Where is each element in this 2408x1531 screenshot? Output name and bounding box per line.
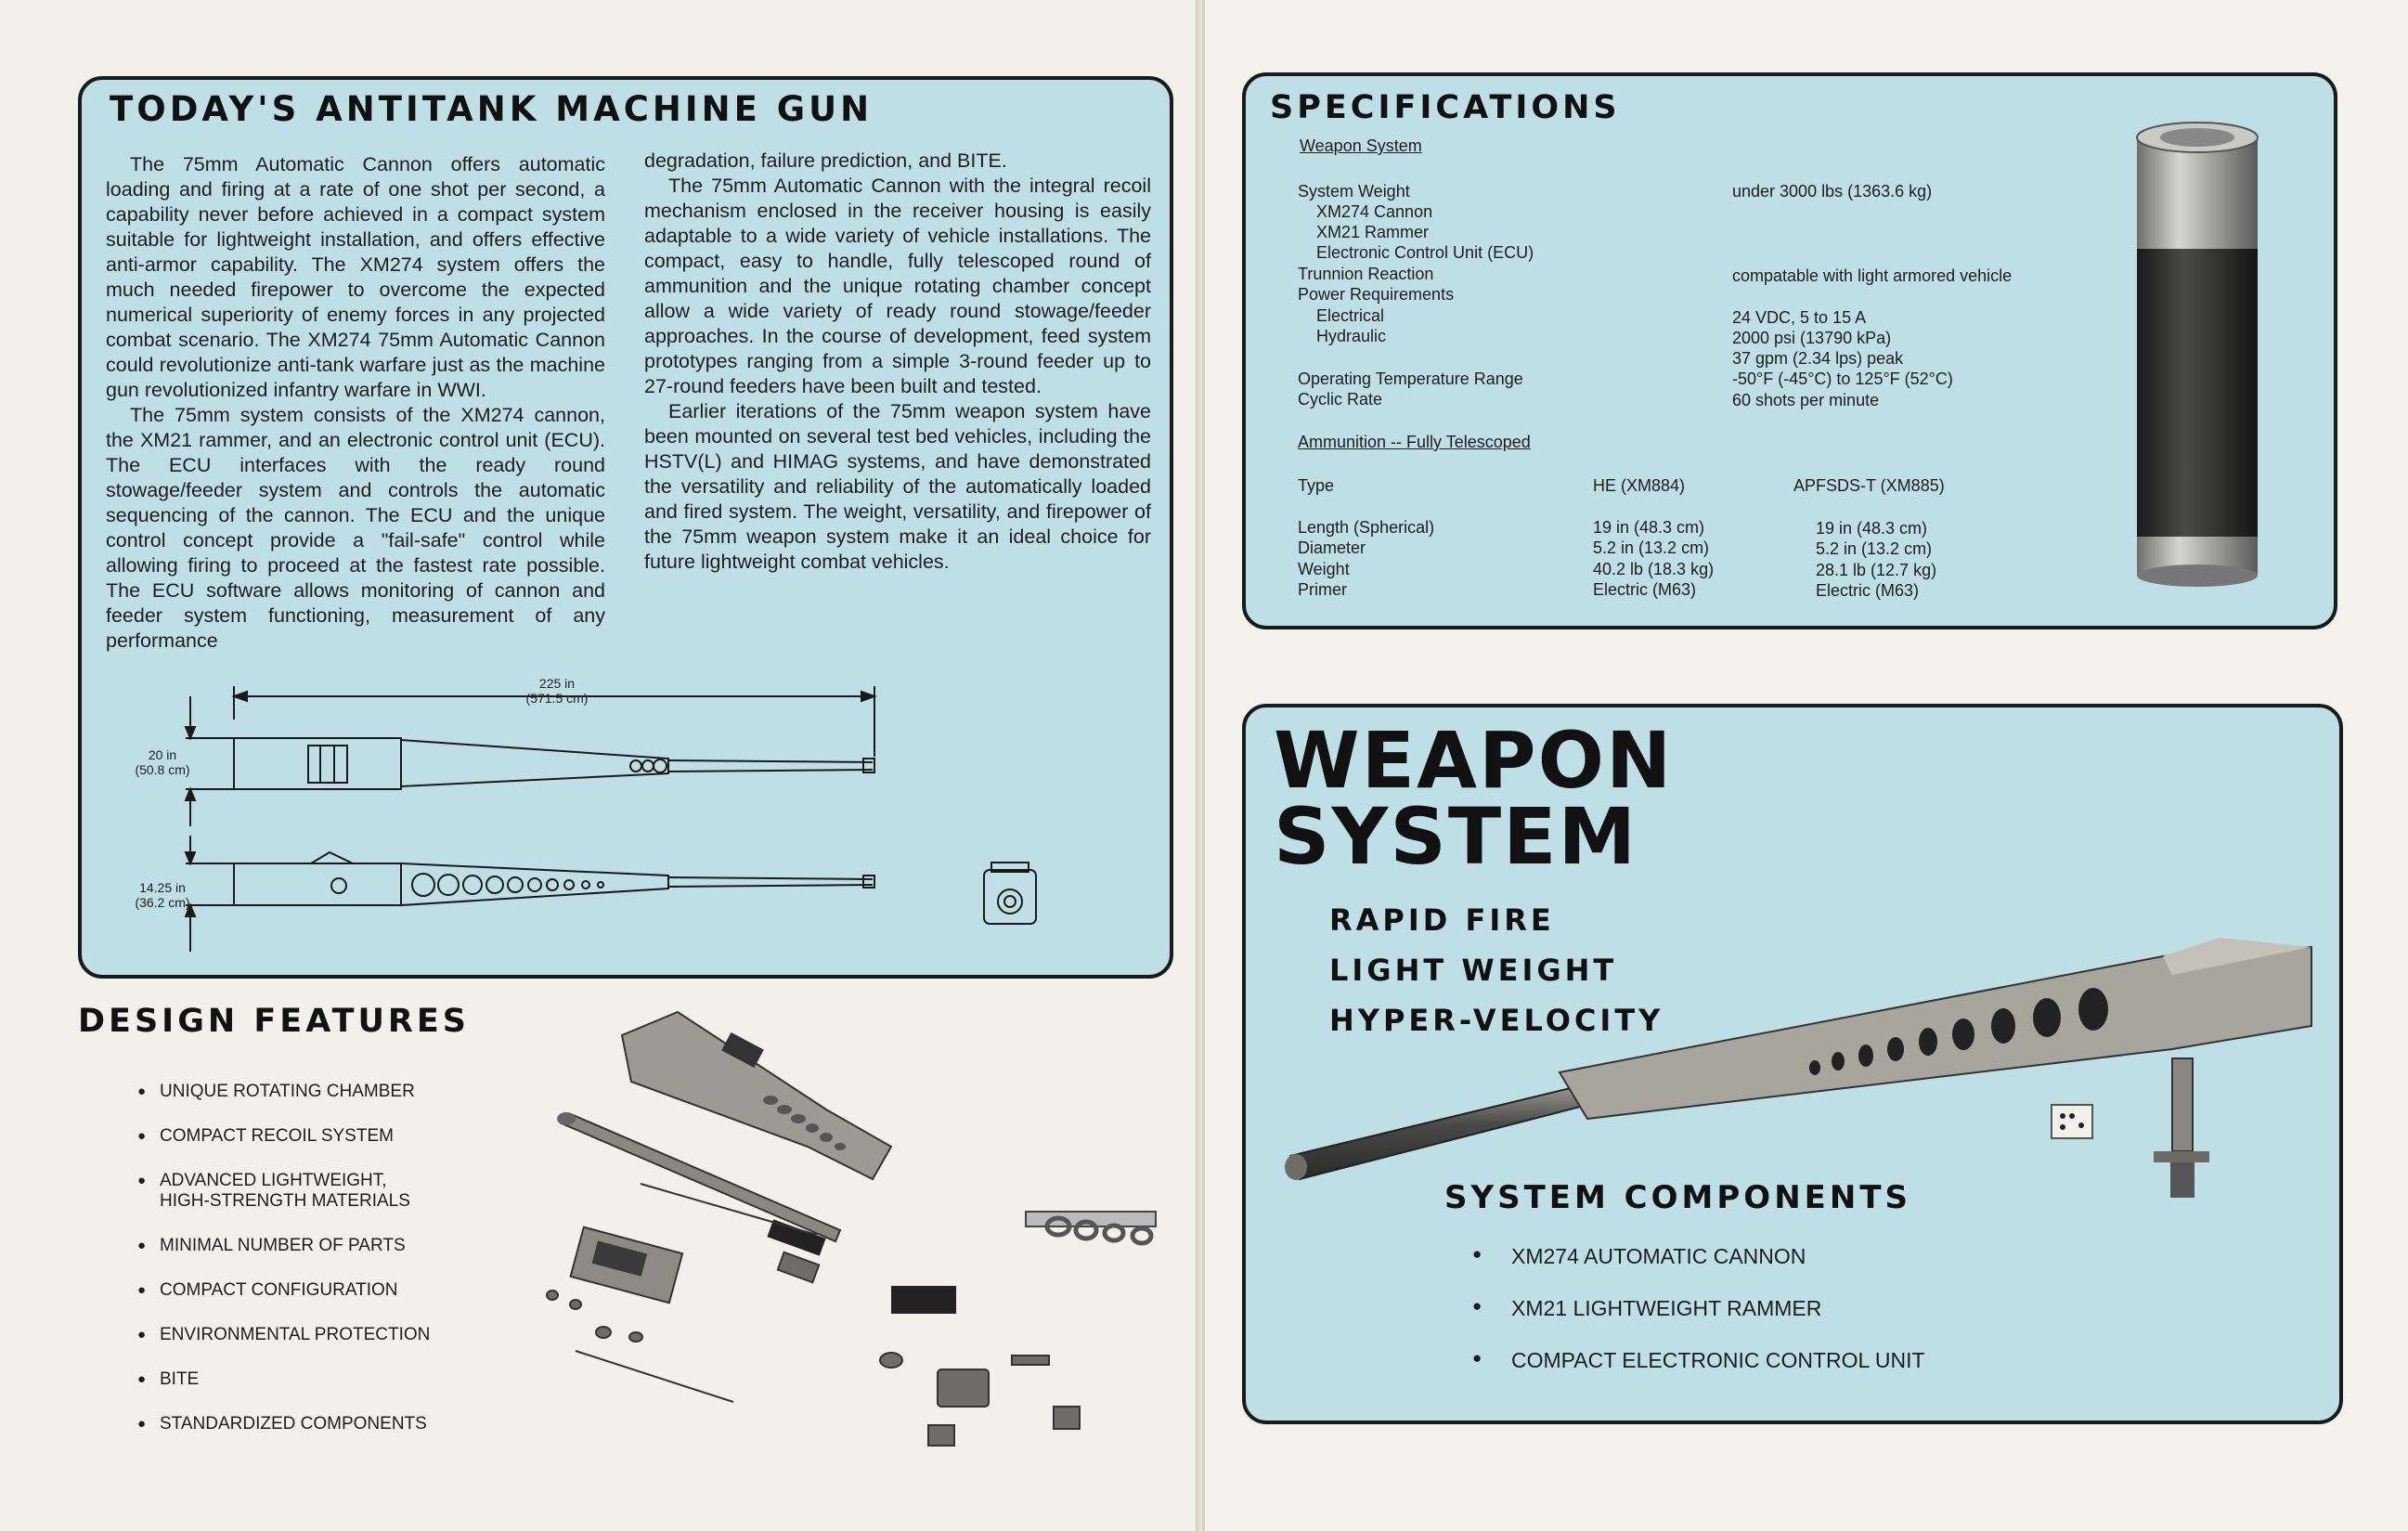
height-bottom-dimension [130,880,195,910]
weapon-title-line-1: WEAPON [1274,715,1674,806]
ap-value: 5.2 in (13.2 cm) [1816,539,1933,558]
design-features-list [137,1082,430,1459]
he-value: 19 in (48.3 cm) [1593,518,1705,537]
height-top-in: 20 in [148,747,177,762]
ammo-label: Weight [1298,560,1350,578]
ammo-label: Length (Spherical) [1298,518,1435,537]
spec-value: 60 shots per minute [1732,391,1880,409]
spec-label: Cyclic Rate [1298,390,1383,409]
feature-item: ● MINIMAL NUMBER OF PARTS [137,1236,430,1256]
weapon-system-heading: Weapon System [1300,136,1422,155]
col1-para-1: The 75mm Automatic Cannon offers automatic loading and firing at a rate of one shot per second, a capability never before achieved in a compact system suitable for lightweight installation, and offers effective anti-armor capability. The XM274 system offers the much needed firepower to overcome the expected numerical superiority of enemy forces in any projected combat scenario. The XM274 75mm Automatic Cannon could revolutionize anti-tank warfare just as the machine gun revolutionized infantry warfare in WWI. [106,153,605,401]
feature-item: ● ENVIRONMENTAL PROTECTION [137,1325,430,1345]
spec-value: under 3000 lbs (1363.6 kg) [1732,182,1933,201]
spec-label: Trunnion Reaction [1298,265,1434,283]
text-column-1 [106,152,605,654]
col2-para-1: degradation, failure prediction, and BITE. [644,149,1007,172]
tagline-light-weight: LIGHT WEIGHT [1329,953,1618,988]
ammunition-round-photo [2131,119,2263,592]
height-top-dimension [130,747,195,777]
length-cm: (571.5 cm) [525,691,589,706]
design-features-title: DESIGN FEATURES [78,1003,470,1040]
spec-label: Operating Temperature Range [1298,370,1523,388]
height-bottom-in: 14.25 in [139,880,186,895]
spec-value: compatable with light armored vehicle [1732,266,2013,285]
spec-value: 37 gpm (2.34 lps) peak [1732,349,1904,368]
tagline-rapid-fire: RAPID FIRE [1329,902,1555,938]
spec-label: Power Requirements [1298,285,1455,304]
col1-para-2: The 75mm system consists of the XM274 cannon, the XM21 rammer, and an electronic control unit (ECU). The ECU interfaces with the ready round stowage/feeder system and controls the automatic sequencing of the cannon. The ECU and the unique control concept provide a "fail-safe" control while allowing firing to proceed at the fastest rate possible. The ECU software allows monitoring of cannon and feeder system functioning, measurement of any performance [106,404,605,652]
height-bottom-cm: (36.2 cm) [135,895,190,910]
spec-label: XM274 Cannon [1316,202,1433,221]
ap-value: 19 in (48.3 cm) [1816,519,1928,538]
length-dimension [501,676,613,706]
system-components-list [1472,1244,1925,1400]
spec-label: Electrical [1316,306,1385,325]
he-header: HE (XM884) [1593,476,1686,495]
spec-label: XM21 Rammer [1316,223,1430,241]
ap-value: Electric (M63) [1816,581,1920,600]
feature-item: ● STANDARDIZED COMPONENTS [137,1414,430,1434]
antitank-title: TODAY'S ANTITANK MACHINE GUN [110,89,874,129]
feature-item: ● ADVANCED LIGHTWEIGHT, HIGH-STRENGTH MATERIALS [137,1171,430,1212]
he-value: 40.2 lb (18.3 kg) [1593,560,1715,578]
feature-item: ● COMPACT CONFIGURATION [137,1280,430,1301]
feature-item: ● BITE [137,1369,430,1390]
exploded-parts-photo [501,1007,1188,1462]
ammunition-heading: Ammunition -- Fully Telescoped [1298,433,1531,451]
length-in: 225 in [538,676,576,691]
feature-item: ● COMPACT RECOIL SYSTEM [137,1126,430,1147]
page-gutter [1196,0,1205,1531]
col2-para-3: Earlier iterations of the 75mm weapon system have been mounted on several test bed vehicles, including the HSTV(L) and HIMAG systems, and have demonstrated the versatility and reliability of the automatically loaded and fired system. The weight, versatility, and firepower of the 75mm weapon system make it an ideal choice for future lightweight combat vehicles. [644,400,1151,573]
height-top-cm: (50.8 cm) [135,762,190,777]
ap-value: 28.1 lb (12.7 kg) [1816,561,1937,579]
spec-label: Hydraulic [1316,327,1387,345]
ap-header: APFSDS-T (XM885) [1793,476,1945,495]
ammo-label: Type [1298,476,1335,495]
component-item: ● COMPACT ELECTRONIC CONTROL UNIT [1472,1348,1925,1373]
ammo-label: Diameter [1298,538,1366,557]
component-item: ● XM274 AUTOMATIC CANNON [1472,1244,1925,1269]
ammo-label: Primer [1298,580,1347,599]
specifications-title: SPECIFICATIONS [1270,89,1621,126]
spec-value: 24 VDC, 5 to 15 A [1732,308,1867,327]
tagline-hyper-velocity: HYPER-VELOCITY [1329,1003,1664,1038]
text-column-2 [644,149,1151,575]
spec-label: Electronic Control Unit (ECU) [1316,243,1534,262]
he-value: Electric (M63) [1593,580,1697,599]
col2-para-2: The 75mm Automatic Cannon with the integral recoil mechanism enclosed in the receiver housing is easily adaptable to a wide variety of vehicle installations. The compact, easy to handle, fully telescoped round of ammunition and the unique rotating chamber concept allow a wide variety of ready round stowage/feeder approaches. In the course of development, feed system prototypes ranging from a simple 3-round feeder up to 27-round feeders have been built and tested. [644,175,1151,397]
spec-label: System Weight [1298,182,1410,201]
spec-value: -50°F (-45°C) to 125°F (52°C) [1732,370,1953,388]
he-value: 5.2 in (13.2 cm) [1593,538,1710,557]
cannon-photo [1281,919,2321,1216]
feature-item: ● UNIQUE ROTATING CHAMBER [137,1082,430,1102]
weapon-title-line-2: SYSTEM [1274,791,1638,882]
cannon-technical-drawing [130,673,1068,961]
system-components-title: SYSTEM COMPONENTS [1444,1179,1912,1216]
spec-value: 2000 psi (13790 kPa) [1732,329,1892,347]
component-item: ● XM21 LIGHTWEIGHT RAMMER [1472,1296,1925,1321]
